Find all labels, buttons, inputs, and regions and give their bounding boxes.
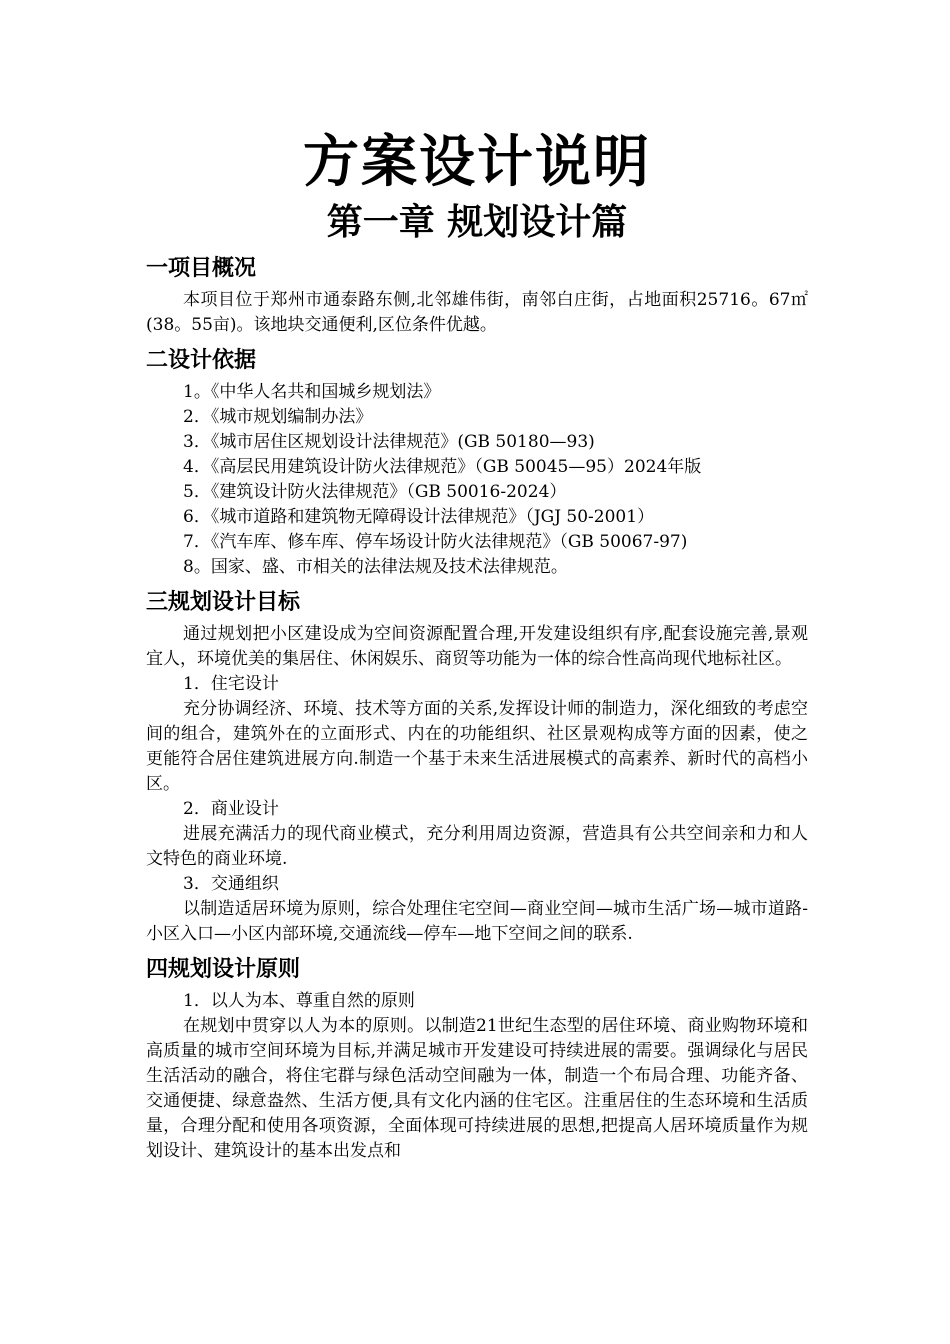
basis-list-item: 7．《汽车库、修车库、停车场设计防火法律规范》（GB 50067-97) — [183, 532, 688, 552]
subsection-title: 1．以人为本、尊重自然的原则 — [183, 991, 415, 1011]
basis-list-item: 2．《城市规划编制办法》 — [183, 407, 373, 427]
goals-intro-paragraph: 通过规划把小区建设成为空间资源配置合理,开发建设组织有序,配套设施完善,景观宜人，环境优美的集居住、休闲娱乐、商贸等功能为一体的综合性高尚现代地标社区。 — [146, 624, 808, 669]
basis-list-item: 8。国家、盛、市相关的法律法规及技术法律规范。 — [183, 557, 568, 577]
section-heading: 二设计依据 — [146, 348, 257, 373]
basis-list-item: 4．《高层民用建筑设计防火法律规范》（GB 50045—95）2024年版 — [183, 457, 702, 477]
section-heading: 一项目概况 — [146, 256, 257, 281]
section-principles — [146, 955, 808, 1164]
subsection-title: 3．交通组织 — [183, 874, 279, 894]
chapter-title: 第一章 规划设计篇 — [326, 201, 628, 243]
principles-paragraph: 在规划中贯穿以人为本的原则。以制造21世纪生态型的居住环境、商业购物环境和高质量的城市空间环境为目标,并满足城市开发建设可持续进展的需要。强调绿化与居民生活活动的融合，将住宅群与绿色活动空间融为一体，制造一个布局合理、功能齐备、交通便捷、绿意盎然、生活方便,具有文化内涵的住宅区。注重居住的生态环境和生活质量，合理分配和使用各项资源，全面体现可持续进展的思想,把提高人居环境质量作为规划设计、建筑设计的基本出发点和 — [146, 1016, 808, 1161]
basis-list-item: 1。《中华人名共和国城乡规划法》 — [183, 382, 441, 402]
basis-list-item: 5．《建筑设计防火法律规范》（GB 50016-2024） — [183, 482, 567, 502]
subsection-title: 1．住宅设计 — [183, 674, 279, 694]
traffic-organization-paragraph: 以制造适居环境为原则，综合处理住宅空间—商业空间—城市生活广场—城市道路-小区入口—小区内部环境,交通流线—停车—地下空间之间的联系. — [146, 899, 808, 944]
document-page — [146, 128, 808, 1164]
section-goals — [146, 588, 808, 947]
section-overview — [146, 254, 808, 338]
basis-list-item: 3．《城市居住区规划设计法律规范》(GB 50180—93) — [183, 432, 595, 452]
section-heading: 三规划设计目标 — [146, 590, 301, 615]
document-title: 方案设计说明 — [303, 129, 651, 195]
section-basis — [146, 346, 808, 580]
commercial-design-paragraph: 进展充满活力的现代商业模式，充分利用周边资源，营造具有公共空间亲和力和人文特色的商业环境. — [146, 824, 808, 869]
housing-design-paragraph: 充分协调经济、环境、技术等方面的关系,发挥设计师的制造力，深化细致的考虑空间的组合，建筑外在的立面形式、内在的功能组织、社区景观构成等方面的因素，使之更能符合居住建筑进展方向.制造一个基于未来生活进展模式的高素养、新时代的高档小区。 — [146, 699, 808, 794]
subsection-title: 2．商业设计 — [183, 799, 279, 819]
basis-list-item: 6．《城市道路和建筑物无障碍设计法律规范》（JGJ 50-2001） — [183, 507, 655, 527]
overview-paragraph: 本项目位于郑州市通泰路东侧,北邻雄伟街，南邻白庄街，占地面积25716。67㎡(38。55亩)。该地块交通便利,区位条件优越。 — [146, 290, 808, 335]
section-heading: 四规划设计原则 — [146, 957, 301, 982]
